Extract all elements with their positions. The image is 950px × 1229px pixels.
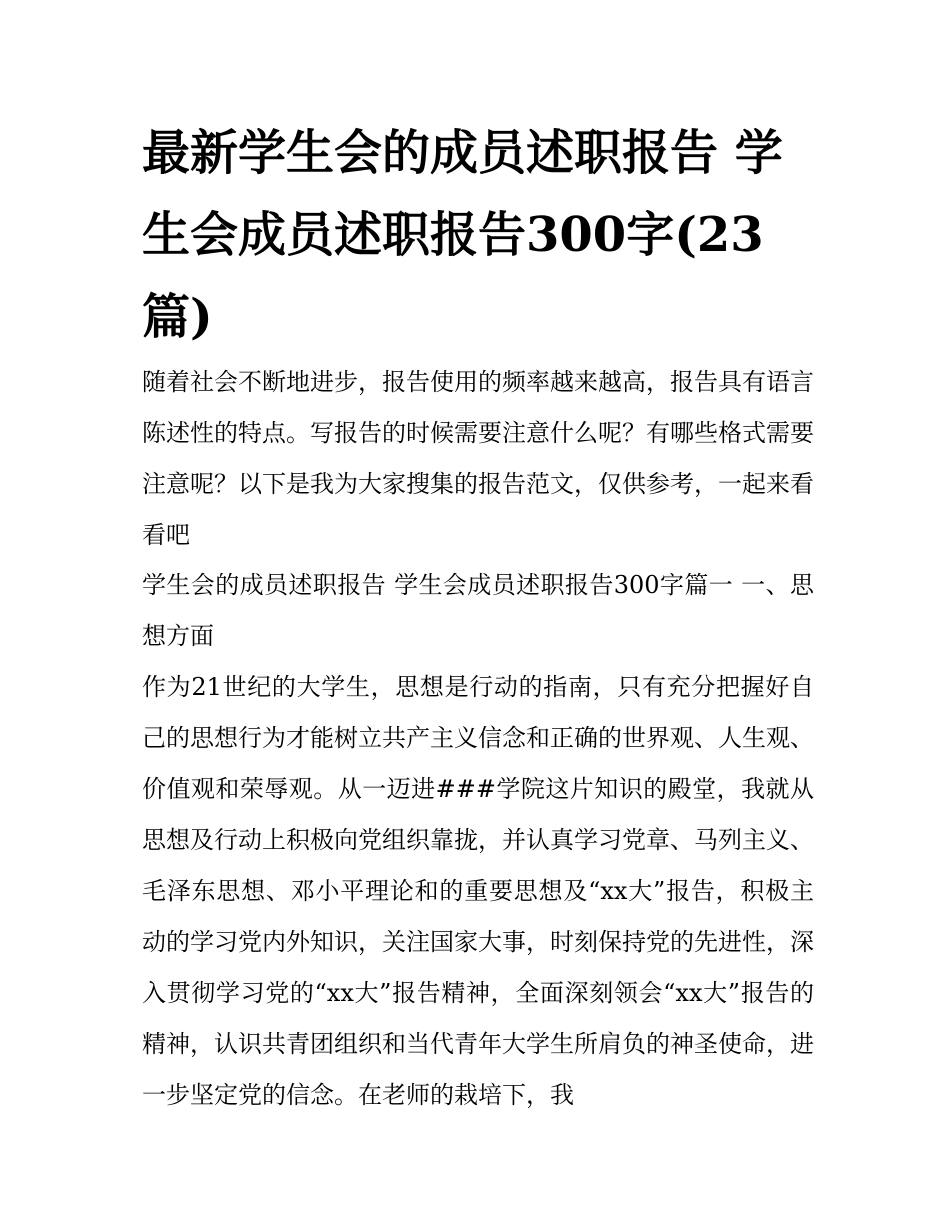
- intro-paragraph: 随着社会不断地进步，报告使用的频率越来越高，报告具有语言陈述性的特点。写报告的时候需要注意什么呢？有哪些格式需要注意呢？以下是我为大家搜集的报告范文，仅供参考，一起来看看吧: [142, 368, 814, 549]
- section-heading: 学生会的成员述职报告 学生会成员述职报告300字篇一 一、思想方面: [142, 571, 814, 650]
- body-paragraph: 作为21世纪的大学生，思想是行动的指南，只有充分把握好自己的思想行为才能树立共产主义信念和正确的世界观、人生观、价值观和荣辱观。从一迈进###学院这片知识的殿堂，我就从思想及行动上积极向党组织靠拢，并认真学习党章、马列主义、毛泽东思想、邓小平理论和的重要思想及“xx大”报告，积极主动的学习党内外知识，关注国家大事，时刻保持党的先进性，深入贯彻学习党的“xx大”报告精神，全面深刻领会“xx大”报告的精神，认识共青团组织和当代青年大学生所肩负的神圣使命，进一步坚定党的信念。在老师的栽培下，我: [142, 673, 814, 1109]
- document-title: 最新学生会的成员述职报告 学生会成员述职报告300字(23篇): [142, 125, 783, 345]
